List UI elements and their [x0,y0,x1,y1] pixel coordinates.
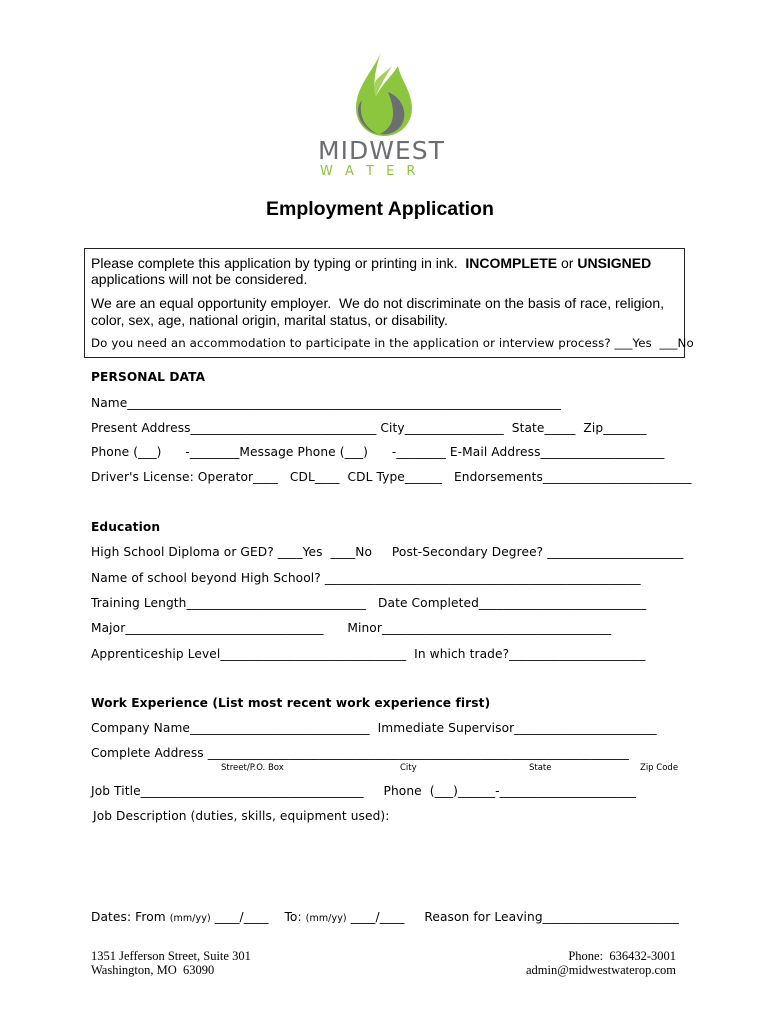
phone-field[interactable]: Phone (___) -________Message Phone (___) -________ E-Mail Address____________________ [91,445,665,459]
diploma-field[interactable]: High School Diploma or GED? ____Yes ____No Post-Secondary Degree? ______________________ [91,545,684,559]
dates-to-label: ____/____ To: [210,910,306,924]
training-field[interactable]: Training Length_____________________________ Date Completed___________________________ [91,596,647,610]
company-logo [310,40,460,182]
state-sublabel: State [529,763,552,773]
city-sublabel: City [400,763,417,773]
dates-from-label: Dates: From [91,910,170,924]
notice-incomplete: INCOMPLETE [465,255,558,271]
name-field[interactable]: Name______________________________________________________________________ [91,396,561,410]
dates-field[interactable] [91,910,679,924]
date-format-hint: (mm/yy) [169,913,211,924]
zip-sublabel: Zip Code [640,763,679,773]
street-sublabel: Street/P.O. Box [221,763,284,773]
footer-phone: Phone: 636432-3001 [568,949,676,963]
accommodation-question[interactable]: Do you need an accommodation to participate in the application or interview process? ___Yes ___No [91,336,694,350]
logo-line2: W A T E R [320,164,420,179]
eeo-line1: We are an equal opportunity employer. We do not discriminate on the basis of race, religion, [91,295,665,311]
school-field[interactable]: Name of school beyond High School? ___________________________________________________ [91,571,641,585]
job-description-label: Job Description (duties, skills, equipment used): [93,809,390,823]
page-title: Employment Application [266,198,494,220]
eeo-line2: color, sex, age, national origin, marital status, or disability. [91,312,448,328]
notice-line1 [91,255,651,271]
notice-text: or [557,255,578,271]
job-title-field[interactable]: Job Title____________________________________ Phone (___)______-______________________ [91,784,636,798]
date-format-hint: (mm/yy) [305,913,347,924]
address-field[interactable]: Present Address______________________________ City________________ State_____ Zip_______ [91,421,647,435]
footer-city: Washington, MO 63090 [91,963,215,977]
notice-text: Please complete this application by typing or printing in ink. [91,255,466,271]
education-heading: Education [91,520,161,534]
complete-address-field[interactable]: Complete Address ____________________________________________________________________ [91,746,629,760]
license-field[interactable]: Driver's License: Operator____ CDL____ CDL Type______ Endorsements________________________ [91,470,692,484]
company-field[interactable]: Company Name_____________________________ Immediate Supervisor_______________________ [91,721,657,735]
personal-heading: PERSONAL DATA [91,370,206,384]
apprenticeship-field[interactable]: Apprenticeship Level______________________________ In which trade?______________________ [91,647,646,661]
notice-unsigned: UNSIGNED [577,255,652,271]
logo-line1: MIDWEST [318,136,445,165]
footer-street: 1351 Jefferson Street, Suite 301 [91,949,251,963]
reason-leaving-label: ____/____ Reason for Leaving______________________ [346,910,679,924]
notice-line2: applications will not be considered. [91,271,308,287]
footer-email[interactable]: admin@midwestwaterop.com [525,963,676,977]
work-heading: Work Experience (List most recent work experience first) [91,696,491,710]
major-field[interactable]: Major________________________________ Minor_____________________________________ [91,621,612,635]
